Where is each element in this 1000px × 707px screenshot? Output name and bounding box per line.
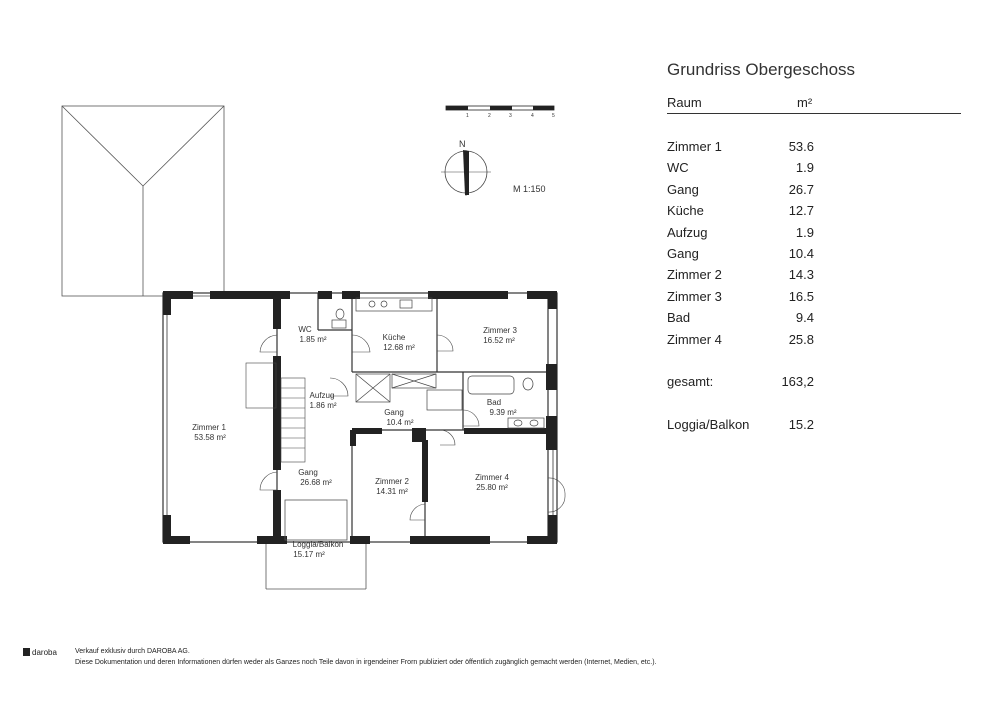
table-row [667, 182, 827, 203]
area-cell: 9.4 [795, 310, 814, 326]
room-area: 10.4 m² [386, 418, 414, 427]
table-row [667, 160, 827, 181]
room-cell: Aufzug [667, 224, 708, 240]
room-cell: Zimmer 3 [667, 288, 722, 304]
area-cell: 53.6 [788, 139, 814, 154]
table-row [667, 139, 827, 160]
elevator [356, 374, 462, 410]
table-row [667, 332, 827, 353]
area-cell: 10.4 [788, 245, 814, 261]
north-label: N [459, 139, 466, 149]
table-row [667, 310, 827, 331]
total-value: 163,2 [781, 374, 814, 389]
room-name: Zimmer 2 [375, 477, 409, 486]
room-name: WC [298, 325, 312, 334]
page-title: Grundriss Obergeschoss [667, 60, 856, 79]
column-header-room: Raum [667, 95, 702, 110]
loggia-row [667, 417, 827, 437]
room-cell: Küche [667, 203, 704, 219]
room-cell: Zimmer 2 [667, 267, 722, 283]
room-cell: Zimmer 1 [667, 139, 722, 154]
scale-label: M 1:150 [513, 184, 546, 194]
logo-text: daroba [32, 648, 57, 657]
room-area: 15.17 m² [293, 550, 325, 559]
room-area: 16.52 m² [483, 336, 515, 345]
room-area: 12.68 m² [383, 343, 415, 352]
room-area: 1.86 m² [309, 401, 337, 410]
scale-tick-3: 3 [509, 113, 512, 119]
room-name: Gang [384, 408, 404, 417]
roof-outline [62, 106, 224, 296]
room-area: 53.58 m² [194, 433, 226, 442]
room-name: Küche [382, 333, 406, 342]
daroba-logo [23, 648, 69, 657]
table-row [667, 267, 827, 288]
area-table-header [667, 95, 961, 114]
room-name: Zimmer 4 [475, 473, 509, 482]
loggia-value: 15.2 [788, 417, 814, 432]
room-name: Gang [298, 468, 318, 477]
logo-mark-icon [23, 648, 30, 656]
column-header-area: m² [797, 95, 813, 110]
footer-line-1: Verkauf exklusiv durch DAROBA AG. [75, 648, 190, 655]
room-name: Loggia/Balkon [292, 540, 344, 549]
table-row [667, 246, 827, 267]
total-label: gesamt: [667, 374, 714, 389]
room-cell: Gang [667, 245, 699, 261]
room-cell: Zimmer 4 [667, 331, 722, 347]
room-area: 14.31 m² [376, 487, 408, 496]
area-cell: 25.8 [788, 331, 814, 347]
area-cell: 1.9 [795, 160, 814, 176]
scale-tick-2: 2 [488, 113, 491, 119]
room-name: Zimmer 3 [483, 326, 517, 335]
room-area: 1.85 m² [299, 335, 327, 344]
scale-tick-5: 5 [552, 113, 555, 119]
total-row [667, 374, 827, 394]
room-name: Bad [486, 398, 502, 407]
table-row [667, 225, 827, 246]
scale-tick-1: 1 [466, 113, 469, 119]
area-table [667, 139, 827, 353]
area-cell: 16.5 [788, 288, 814, 304]
area-cell: 12.7 [788, 203, 814, 219]
north-arrow-icon [441, 139, 491, 196]
table-row [667, 289, 827, 310]
room-cell: WC [667, 160, 689, 176]
room-cell: Gang [667, 181, 699, 197]
scale-tick-4: 4 [531, 113, 534, 119]
room-name: Aufzug [309, 391, 335, 400]
room-name: Zimmer 1 [192, 423, 226, 432]
room-area: 9.39 m² [489, 408, 517, 417]
table-row [667, 203, 827, 224]
room-cell: Bad [667, 310, 691, 326]
loggia-label: Loggia/Balkon [667, 417, 750, 432]
kitchen-counter [356, 298, 432, 311]
room-area: 25.80 m² [476, 483, 508, 492]
area-cell: 26.7 [788, 181, 814, 197]
scale-bar [446, 106, 555, 119]
area-cell: 14.3 [788, 267, 814, 283]
door-swings [260, 335, 565, 520]
room-area: 26.68 m² [300, 478, 332, 487]
footer-line-2: Diese Dokumentation und deren Informationen dürfen weder als Ganzes noch Teile davon in irgendeiner Frorn publiziert oder öffentlich zugänglich gemacht werden (Internet, Medien, etc.). [75, 659, 657, 666]
area-cell: 1.9 [795, 224, 814, 240]
